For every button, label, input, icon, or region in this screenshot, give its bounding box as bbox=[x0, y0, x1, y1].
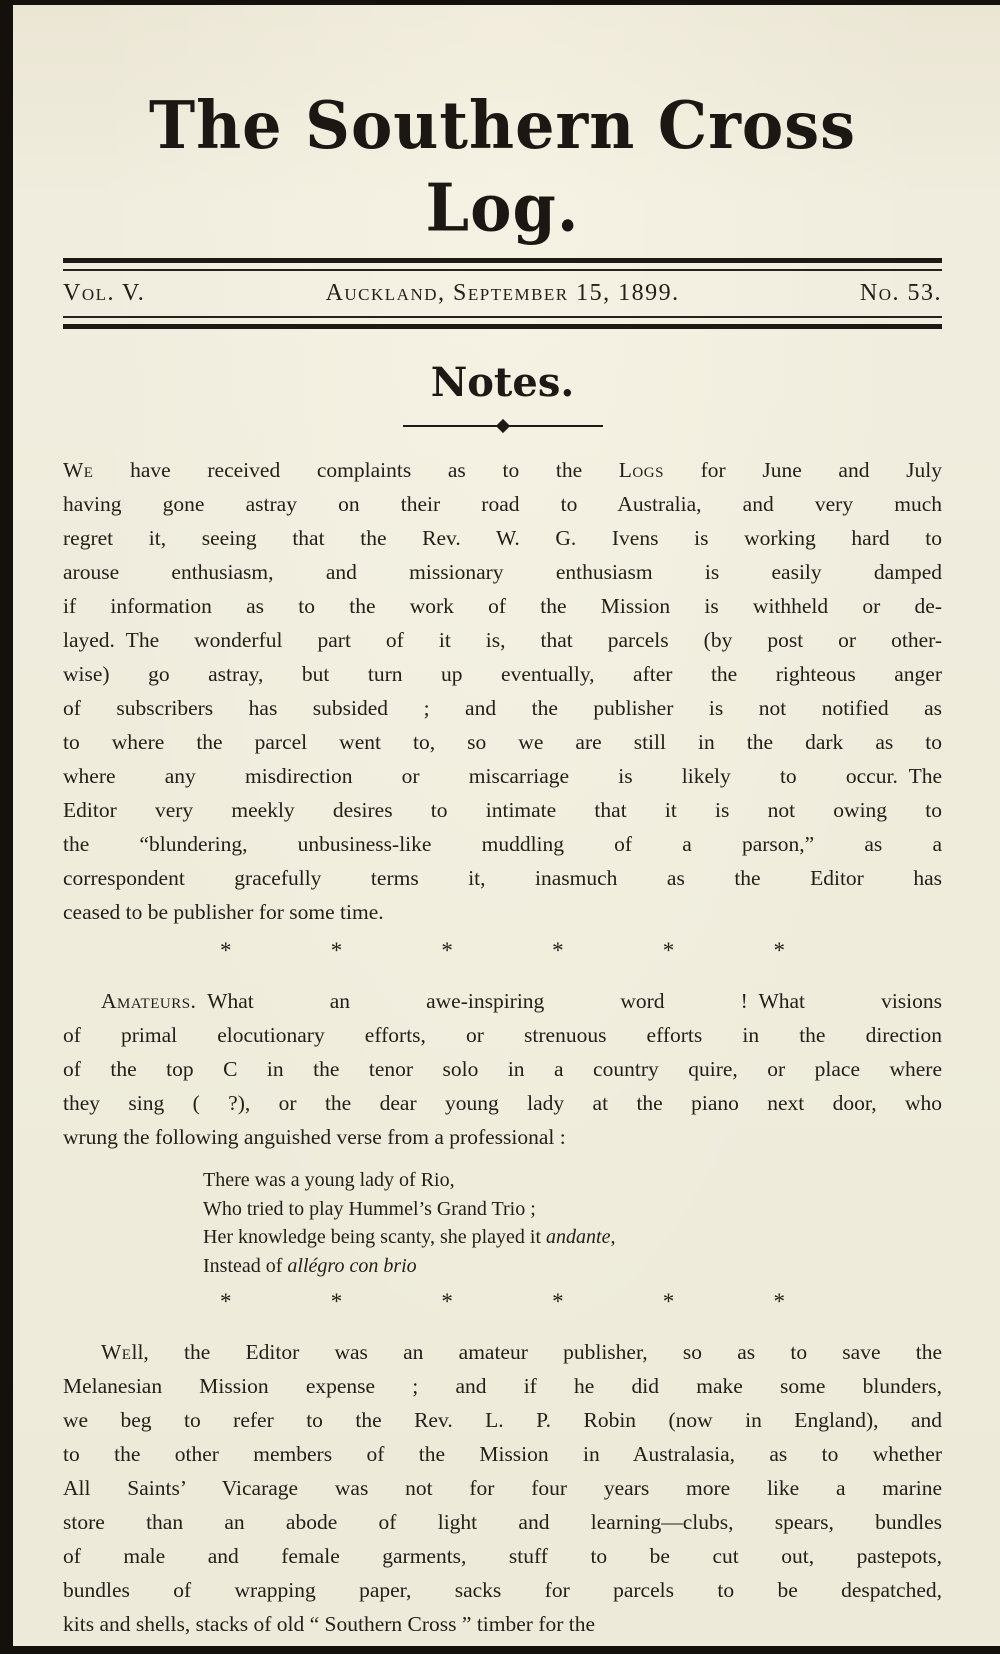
text-line: they sing ( ?), or the dear young lady at the piano next door, who bbox=[63, 1091, 942, 1115]
dateline-rule-thick bbox=[63, 324, 942, 329]
text-line: having gone astray on their road to Australia, and very much bbox=[63, 492, 942, 516]
text-line: Melanesian Mission expense ; and if he did make some blunders, bbox=[63, 1374, 942, 1398]
asterisk-glyph: * bbox=[441, 938, 453, 963]
notes-paragraph-2 bbox=[63, 984, 942, 1154]
text-line: Instead of allégro con brio bbox=[203, 1254, 417, 1277]
masthead-rule-thick bbox=[63, 258, 942, 263]
asterisk-glyph: * bbox=[552, 1289, 564, 1314]
masthead-rule-thin bbox=[63, 269, 942, 271]
text-line: regret it, seeing that the Rev. W. G. Ivens is working hard to bbox=[63, 526, 942, 550]
text-line: store than an abode of light and learning—clubs, spears, bundles bbox=[63, 1510, 942, 1534]
asterisk-glyph: * bbox=[330, 1289, 343, 1314]
text-line: where any misdirection or miscarriage is likely to occur. The bbox=[63, 764, 942, 788]
text-line: All Saints’ Vicarage was not for four years more like a marine bbox=[63, 1476, 942, 1500]
text-line: kits and shells, stacks of old “ Southern Cross ” timber for the bbox=[63, 1612, 596, 1636]
text-line: correspondent gracefully terms it, inasmuch as the Editor has bbox=[63, 866, 942, 890]
asterisk-glyph: * bbox=[773, 938, 785, 963]
text-line: of the top C in the tenor solo in a country quire, or place where bbox=[63, 1057, 942, 1081]
text-line: Well, the Editor was an amateur publisher, so as to save the bbox=[101, 1340, 942, 1364]
text-line: of subscribers has subsided ; and the publisher is not notified as bbox=[63, 696, 942, 720]
text-line: Amateurs. What an awe-inspiring word ! What visions bbox=[101, 989, 942, 1013]
text-line: of primal elocutionary efforts, or strenuous efforts in the direction bbox=[63, 1023, 942, 1047]
text-line: to where the parcel went to, so we are still in the dark as to bbox=[63, 730, 942, 754]
asterisk-glyph: * bbox=[220, 1289, 232, 1314]
asterisk-glyph: * bbox=[662, 1289, 675, 1314]
text-line: of male and female garments, stuff to be cut out, pastepots, bbox=[63, 1544, 942, 1568]
notes-paragraph-1 bbox=[63, 453, 942, 929]
text-line: ceased to be publisher for some time. bbox=[63, 900, 384, 924]
text-line: wise) go astray, but turn up eventually, after the righteous anger bbox=[63, 662, 942, 686]
masthead-title: The Southern Cross Log. bbox=[148, 86, 857, 246]
text-line: layed. The wonderful part of it is, that parcels (by post or other- bbox=[63, 628, 942, 652]
dateline-volume: Vol. V. bbox=[63, 280, 146, 306]
dateline-place-date: Auckland, September 15, 1899. bbox=[325, 280, 680, 306]
dateline bbox=[63, 280, 942, 307]
notes-paragraph-3 bbox=[63, 1335, 942, 1641]
dateline-number: No. 53. bbox=[859, 280, 942, 306]
text-line: arouse enthusiasm, and missionary enthusiasm is easily damped bbox=[63, 560, 942, 584]
asterisk-glyph: * bbox=[330, 938, 343, 963]
asterisk-glyph: * bbox=[662, 938, 675, 963]
diamond-icon bbox=[495, 419, 509, 433]
text-line: if information as to the work of the Mission is withheld or de- bbox=[63, 594, 942, 618]
text-line: There was a young lady of Rio, bbox=[203, 1169, 455, 1191]
asterisk-glyph: * bbox=[220, 938, 232, 963]
dateline-rule-thin bbox=[63, 316, 942, 318]
asterisk-glyph: * bbox=[552, 938, 564, 963]
text-line: wrung the following anguished verse from a professional : bbox=[63, 1125, 566, 1149]
text-line: bundles of wrapping paper, sacks for parcels to be despatched, bbox=[63, 1578, 942, 1602]
text-line: Her knowledge being scanty, she played it andante, bbox=[203, 1226, 616, 1248]
text-line: Editor very meekly desires to intimate that it is not owing to bbox=[63, 798, 942, 822]
asterisk-separator-2 bbox=[220, 1289, 785, 1315]
scanned-page bbox=[13, 5, 1000, 1646]
asterisk-glyph: * bbox=[441, 1289, 453, 1314]
asterisk-separator-1 bbox=[220, 938, 785, 964]
text-line: We have received complaints as to the Logs for June and July bbox=[63, 458, 942, 482]
text-line: Who tried to play Hummel’s Grand Trio ; bbox=[203, 1197, 536, 1220]
limerick-verse bbox=[203, 1166, 942, 1280]
section-title-notes: Notes. bbox=[430, 359, 575, 406]
text-line: to the other members of the Mission in Australasia, as to whether bbox=[63, 1442, 942, 1466]
diamond-divider bbox=[403, 419, 603, 433]
text-line: we beg to refer to the Rev. L. P. Robin (now in England), and bbox=[63, 1408, 942, 1432]
asterisk-glyph: * bbox=[773, 1289, 785, 1314]
text-line: the “blundering, unbusiness-like muddling of a parson,” as a bbox=[63, 832, 942, 856]
